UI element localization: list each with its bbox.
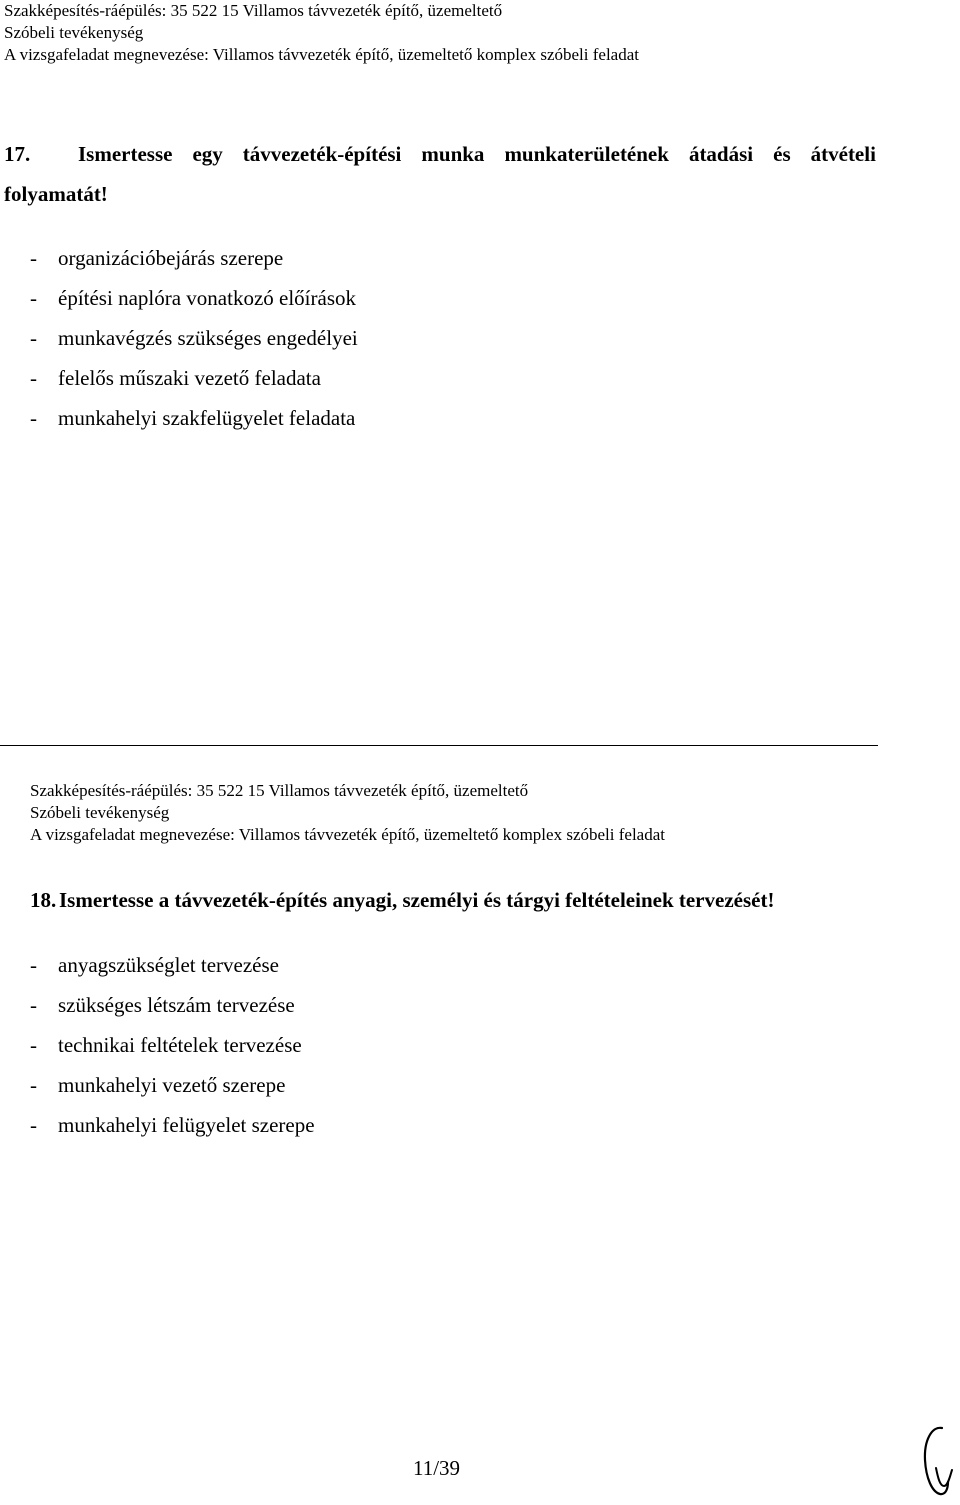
signature-mark	[918, 1420, 958, 1500]
question-18-text: Ismertesse a távvezeték-építés anyagi, személyi és tárgyi feltételeinek tervezését!	[59, 888, 775, 912]
question-18-bullet-item	[30, 945, 315, 985]
question-17-title-word: átvételi	[810, 142, 876, 166]
question-18-bullet-item	[30, 1065, 315, 1105]
bullet-dash: -	[30, 326, 37, 350]
question-18-title	[30, 880, 774, 920]
question-18-bullet-item	[30, 1025, 315, 1065]
question-17-bullet-text: munkavégzés szükséges engedélyei	[58, 326, 358, 350]
question-18-bullet-list	[30, 945, 315, 1145]
question-17-title-word: átadási	[688, 142, 754, 166]
header-qualification-2: Szakképesítés-ráépülés: 35 522 15 Villamos távvezeték építő, üzemeltető	[30, 781, 529, 800]
question-18-bullet-text: munkahelyi vezető szerepe	[58, 1073, 286, 1097]
header-task-name-2: A vizsgafeladat megnevezése: Villamos távvezeték építő, üzemeltető komplex szóbeli feladat	[30, 825, 665, 844]
header-activity: Szóbeli tevékenység	[4, 23, 144, 42]
question-17-title-word: és	[773, 142, 791, 166]
question-17-bullet-item	[30, 398, 358, 438]
question-17-bullet-item	[30, 358, 358, 398]
question-18-bullet-text: anyagszükséglet tervezése	[58, 953, 279, 977]
question-17-title-word: Ismertesse	[78, 142, 173, 166]
page-number: 11/39	[413, 1456, 461, 1480]
bullet-dash: -	[30, 406, 37, 430]
question-17-bullet-item	[30, 238, 358, 278]
question-17-title-continuation: folyamatát!	[4, 182, 108, 206]
header-top	[4, 0, 639, 66]
header-activity-2: Szóbeli tevékenység	[30, 803, 170, 822]
bullet-dash: -	[30, 286, 37, 310]
question-18-bullet-item	[30, 985, 315, 1025]
question-18-bullet-item	[30, 1105, 315, 1145]
bullet-dash: -	[30, 1113, 37, 1137]
question-17-title-word: munka	[421, 142, 485, 166]
question-17	[4, 134, 884, 214]
bullet-dash: -	[30, 1033, 37, 1057]
bullet-dash: -	[30, 993, 37, 1017]
question-17-number: 17.	[4, 142, 31, 166]
question-17-bullet-text: felelős műszaki vezető feladata	[58, 366, 321, 390]
question-17-bullet-text: építési naplóra vonatkozó előírások	[58, 286, 356, 310]
bullet-dash: -	[30, 246, 37, 270]
question-17-title-word: egy	[192, 142, 223, 166]
bullet-dash: -	[30, 1073, 37, 1097]
question-18-number: 18.	[30, 888, 57, 912]
question-17-title-word: távvezeték-építési	[242, 142, 402, 166]
question-18-bullet-text: technikai feltételek tervezése	[58, 1033, 302, 1057]
question-17-title-line1	[4, 134, 876, 174]
question-17-bullet-list	[30, 238, 358, 438]
header-task-name: A vizsgafeladat megnevezése: Villamos távvezeték építő, üzemeltető komplex szóbeli feladat	[4, 45, 639, 64]
question-17-bullet-item	[30, 318, 358, 358]
question-17-bullet-item	[30, 278, 358, 318]
question-17-title-word: munkaterületének	[504, 142, 669, 166]
question-17-title	[4, 134, 884, 214]
signature	[918, 1420, 958, 1500]
question-17-bullet-text: munkahelyi szakfelügyelet feladata	[58, 406, 356, 430]
page-separator	[0, 745, 878, 746]
header-second	[30, 780, 665, 846]
question-17-bullet-text: organizációbejárás szerepe	[58, 246, 284, 270]
header-qualification: Szakképesítés-ráépülés: 35 522 15 Villamos távvezeték építő, üzemeltető	[4, 1, 503, 20]
bullet-dash: -	[30, 953, 37, 977]
bullet-dash: -	[30, 366, 37, 390]
question-18-bullet-text: szükséges létszám tervezése	[58, 993, 295, 1017]
question-18-bullet-text: munkahelyi felügyelet szerepe	[58, 1113, 315, 1137]
